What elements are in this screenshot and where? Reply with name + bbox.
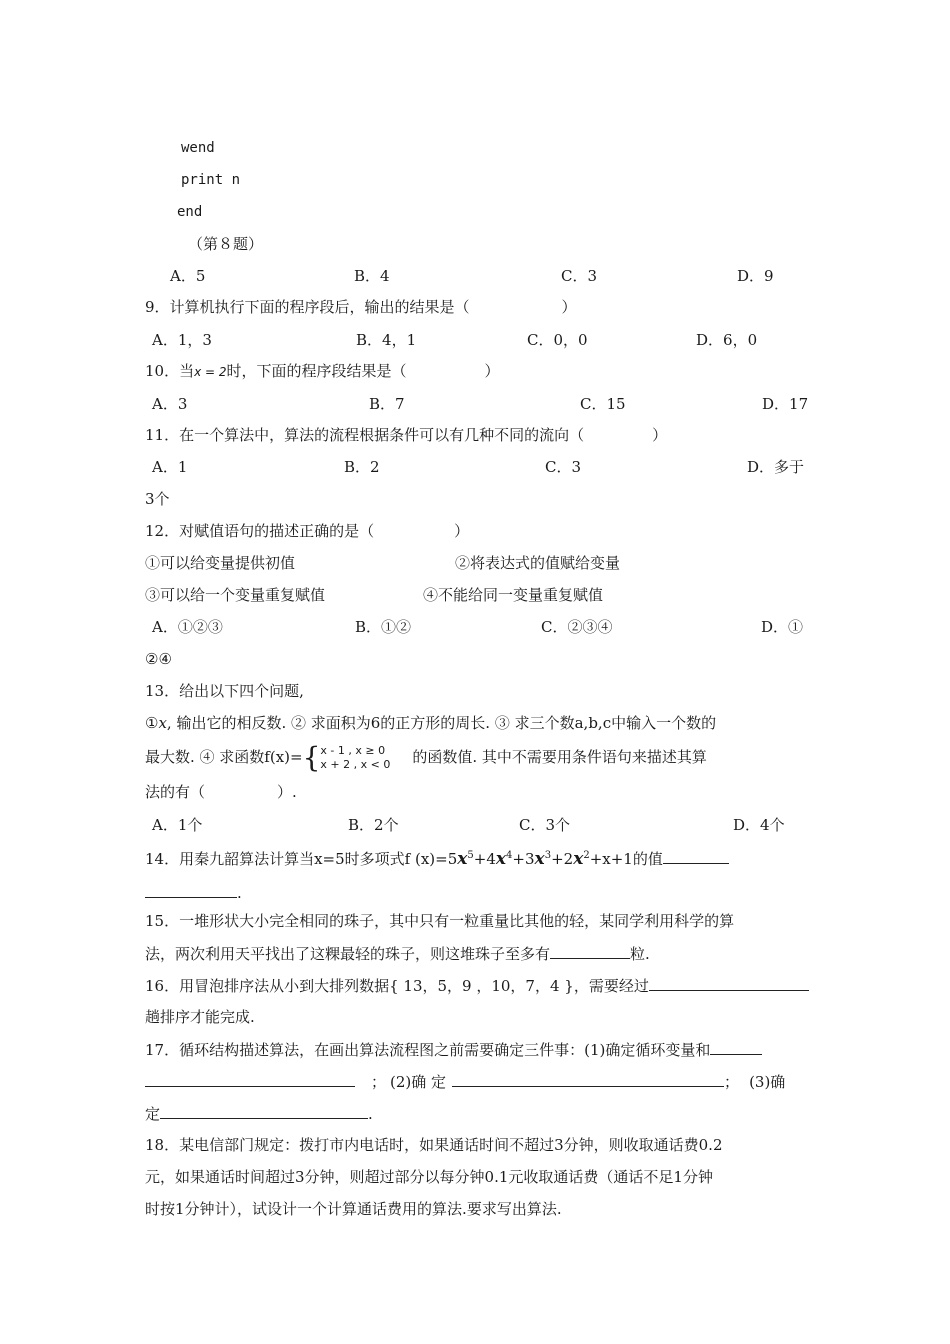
q10-option-d: D．17 <box>762 395 809 413</box>
q10-suffix: 时，下面的程序段结果是（ <box>226 362 407 380</box>
q16-line2: 趟排序才能完成. <box>145 1008 255 1026</box>
q13-line3 <box>145 782 297 802</box>
q12-option-d-wrap: ②④ <box>145 650 172 668</box>
q18-line3: 时按1分钟计），试设计一个计算通话费用的算法.要求写出算法. <box>145 1200 562 1218</box>
q14-end: . <box>237 884 242 902</box>
q14-x5: x <box>457 849 468 869</box>
q13-line2 <box>145 742 707 772</box>
q14-line2 <box>145 882 242 903</box>
q11-option-d: D．多于 <box>747 458 805 476</box>
q16-line1 <box>145 975 809 996</box>
q13-option-a: A．1个 <box>152 816 203 834</box>
q10-condition: x = 2 <box>194 365 227 379</box>
q15-line2-text: 法，两次利用天平找出了这粿最轻的珠子，则这堆珠子至多有 <box>145 945 551 963</box>
q13-var-x: x <box>158 714 167 732</box>
q14-t2: +4 <box>473 850 496 868</box>
q14-x3: x <box>534 849 545 869</box>
q12-statement-2: ②将表达式的值赋给变量 <box>455 554 621 572</box>
q17-sep2: ； <box>724 1073 740 1091</box>
q11-stem-text: 11．在一个算法中，算法的流程根据条件可以有几种不同的流向（ <box>145 426 585 444</box>
q17-sep1: ； <box>371 1073 387 1091</box>
q18-line1: 18．某电信部门规定：拨打市内电话时，如果通话时间不超过3分钟，则收取通话费0.2 <box>145 1136 723 1154</box>
q9-stem <box>145 297 577 317</box>
q9-option-c: C．0，0 <box>527 331 588 349</box>
q15-answer-blank[interactable] <box>550 943 630 959</box>
q11-close: ） <box>652 426 668 444</box>
q17-answer-blank-2[interactable] <box>452 1071 724 1087</box>
q18-line2: 元，如果通话时间超过3分钟，则超过部分以每分钟0.1元收取通话费（通话不足1分钟 <box>145 1168 713 1186</box>
q10-close: ） <box>484 362 500 380</box>
q11-stem <box>145 425 667 445</box>
piecewise-case-2: x + 2 , x < 0 <box>320 758 391 771</box>
q10-prefix: 10．当 <box>145 362 195 380</box>
q12-stem-text: 12．对赋值语句的描述正确的是（ <box>145 522 375 540</box>
q14-answer-blank-1[interactable] <box>663 848 729 864</box>
q8-option-d: D．9 <box>737 267 774 285</box>
q10-stem <box>145 361 500 382</box>
q14-exp4: 4 <box>506 850 513 861</box>
q17-answer-blank-1a[interactable] <box>710 1039 762 1055</box>
q17-line3-text: 定 <box>145 1105 161 1123</box>
q13-line1-text: , 输出它的相反数. ② 求面积为6的正方形的周长. ③ 求三个数a,b,c中输入一个数的 <box>166 714 717 732</box>
q13-line3-text: 法的有（ <box>145 783 206 801</box>
q11-option-b: B．2 <box>344 458 380 476</box>
q16-line1-text: 16．用冒泡排序法从小到大排列数据{ 13，5，9 ，10，7，4 }，需要经过 <box>145 977 649 995</box>
q13-line2-text: 最大数. ④ 求函数f(x)= <box>145 748 303 766</box>
q10-option-c: C．15 <box>580 395 626 413</box>
q12-option-d: D．① <box>761 618 804 636</box>
q12-statement-1: ①可以给变量提供初值 <box>145 554 296 572</box>
q9-option-a: A．1，3 <box>152 331 212 349</box>
q14-exp3: 3 <box>544 850 552 861</box>
q8-option-a: A．5 <box>170 267 206 285</box>
q16-answer-blank[interactable] <box>649 975 809 991</box>
q15-line2 <box>145 943 650 964</box>
q12-close: ） <box>454 522 470 540</box>
q10-option-b: B．7 <box>369 395 405 413</box>
q14-t5: +x+1的值 <box>589 850 663 868</box>
q17-item3: (3)确 <box>749 1073 786 1091</box>
q11-option-c: C．3 <box>545 458 582 476</box>
q8-option-b: B．4 <box>354 267 390 285</box>
q13-option-c: C．3个 <box>519 816 571 834</box>
q17-line3 <box>145 1103 373 1124</box>
q17-line1-text: 17．循环结构描述算法，在画出算法流程图之前需要确定三件事：(1)确定循环变量和 <box>145 1041 711 1059</box>
q9-option-d: D．6，0 <box>696 331 758 349</box>
q17-answer-blank-1b[interactable] <box>145 1071 355 1087</box>
q13-option-b: B．2个 <box>348 816 399 834</box>
q10-option-a: A．3 <box>152 395 188 413</box>
q14-answer-blank-2[interactable] <box>145 882 237 898</box>
code-line-print: print n <box>181 172 241 188</box>
q14-line1 <box>145 846 729 869</box>
code-line-wend: wend <box>181 140 215 156</box>
q14-exp5: 5 <box>467 850 474 861</box>
q17-answer-blank-3[interactable] <box>160 1103 368 1119</box>
piecewise-case-1: x - 1 , x ≥ 0 <box>320 744 386 757</box>
q14-exp2: 2 <box>583 850 590 861</box>
q14-t3: +3 <box>512 850 535 868</box>
q17-end: . <box>368 1105 373 1123</box>
q12-stem <box>145 521 469 541</box>
q17-line1 <box>145 1039 762 1060</box>
q11-option-d-wrap: 3个 <box>145 490 170 508</box>
q9-close: ） <box>561 298 577 316</box>
q15-unit: 粒. <box>630 945 650 963</box>
q13-line1 <box>145 713 716 733</box>
q13-stem: 13．给出以下四个问题, <box>145 682 304 700</box>
piecewise-cases <box>320 744 390 772</box>
q13-item1-marker: ① <box>145 714 159 732</box>
q11-option-a: A．1 <box>152 458 188 476</box>
q13-line2-rest: 的函数值. 其中不需要用条件语句来描述其算 <box>412 748 707 766</box>
q17-line2 <box>145 1071 785 1092</box>
q12-option-b: B．①② <box>355 618 412 636</box>
q12-option-c: C．②③④ <box>541 618 613 636</box>
piecewise-brace: { <box>302 741 321 774</box>
code-line-end: end <box>177 204 203 220</box>
q12-statement-3: ③可以给一个变量重复赋值 <box>145 586 326 604</box>
q14-text: 14．用秦九韶算法计算当x=5时多项式f (x)=5 <box>145 850 458 868</box>
q14-x2: x <box>573 849 584 869</box>
q14-x4: x <box>495 849 507 869</box>
q12-option-a: A．①②③ <box>152 618 223 636</box>
code-caption: （第８题） <box>188 235 264 253</box>
q12-statement-4: ④不能给同一变量重复赋值 <box>423 586 604 604</box>
q9-stem-text: 9．计算机执行下面的程序段后，输出的结果是（ <box>145 298 470 316</box>
q14-t4: +2 <box>551 850 574 868</box>
q13-close: ）. <box>277 783 297 801</box>
q13-option-d: D．4个 <box>733 816 785 834</box>
q17-item2: (2)确 定 <box>390 1073 447 1091</box>
q15-line1: 15．一堆形状大小完全相同的珠子，其中只有一粒重量比其他的轻，某同学利用科学的算 <box>145 912 735 930</box>
q8-option-c: C．3 <box>561 267 598 285</box>
q9-option-b: B．4，1 <box>356 331 417 349</box>
